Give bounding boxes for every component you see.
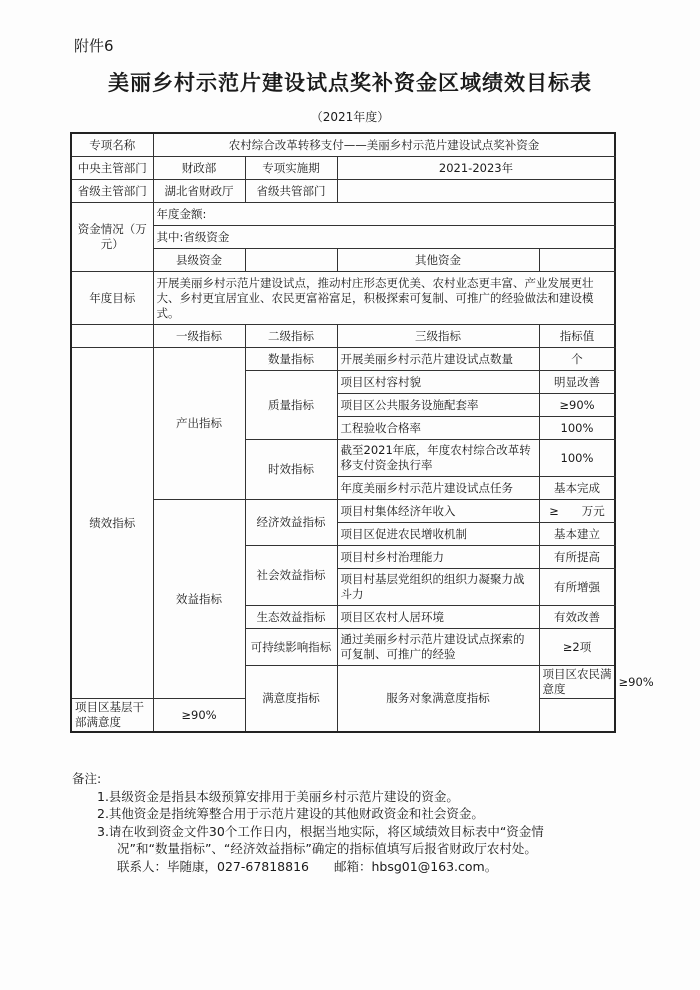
indicator-text: 项目区村容村貌 (337, 371, 539, 394)
project-name-value: 农村综合改革转移支付——美丽乡村示范片建设试点奖补资金 (153, 133, 615, 157)
province-joint-value (337, 180, 615, 203)
indicator-text: 项目区公共服务设施配套率 (337, 394, 539, 417)
header-blank (71, 325, 153, 348)
ecological-indicator-label: 生态效益指标 (245, 606, 337, 629)
sustainable-indicator-label: 可持续影响指标 (245, 629, 337, 666)
county-funds-value (245, 249, 337, 272)
indicator-text: 年度美丽乡村示范片建设试点任务 (337, 477, 539, 500)
service-satisfaction-label: 服务对象满意度指标 (337, 666, 539, 733)
indicator-text: 项目区农村人居环境 (337, 606, 539, 629)
quality-indicator-label: 质量指标 (245, 371, 337, 440)
annual-goal-label: 年度目标 (71, 272, 153, 325)
economic-indicator-label: 经济效益指标 (245, 500, 337, 546)
note-3: 3.请在收到资金文件30个工作日内，根据当地实际，将区域绩效目标表中“资金情 (97, 823, 544, 839)
performance-indicator-label: 绩效指标 (71, 348, 153, 699)
annual-goal-text: 开展美丽乡村示范片建设试点，推动村庄形态更优美、农村业态更丰富、产业发展更壮大、乡村更宜居宜业、农民更富裕富足，积极探索可复制、可推广的经验做法和建设模式。 (153, 272, 615, 325)
header-level3: 三级指标 (337, 325, 539, 348)
funds-label: 资金情况（万元） (71, 203, 153, 272)
notes-heading: 备注: (72, 771, 102, 786)
indicator-value: 有所提高 (539, 546, 615, 569)
indicator-value: 个 (539, 348, 615, 371)
quantity-indicator-label: 数量指标 (245, 348, 337, 371)
timeliness-indicator-label: 时效指标 (245, 440, 337, 500)
central-dept-label: 中央主管部门 (71, 157, 153, 180)
header-value: 指标值 (539, 325, 615, 348)
indicator-text: 截至2021年底，年度农村综合改革转移支付资金执行率 (337, 440, 539, 477)
indicator-value: 明显改善 (539, 371, 615, 394)
provincial-funds: 其中:省级资金 (153, 226, 615, 249)
indicator-value: 基本完成 (539, 477, 615, 500)
province-dept-value: 湖北省财政厅 (153, 180, 245, 203)
annual-amount: 年度金额: (153, 203, 615, 226)
note-3-continued: 况”和“数量指标”、“经济效益指标”确定的指标值填写后报省财政厅农村处。 (117, 841, 537, 856)
central-dept-value: 财政部 (153, 157, 245, 180)
note-1: 1.县级资金是指县本级预算安排用于美丽乡村示范片建设的资金。 (97, 788, 459, 804)
indicator-text: 项目村集体经济年收入 (337, 500, 539, 523)
county-funds-label: 县级资金 (153, 249, 245, 272)
period-value: 2021-2023年 (337, 157, 615, 180)
note-2: 2.其他资金是指统筹整合用于示范片建设的其他财政资金和社会资金。 (97, 806, 484, 821)
indicator-text: 项目区基层干部满意度 (71, 699, 153, 733)
indicator-text: 工程验收合格率 (337, 417, 539, 440)
indicator-text: 通过美丽乡村示范片建设试点探索的可复制、可推广的经验 (337, 629, 539, 666)
indicator-value: ≥90% (539, 394, 615, 417)
performance-table: 专项名称 农村综合改革转移支付——美丽乡村示范片建设试点奖补资金 中央主管部门 财政部 专项实施期 2021-2023年 省级主管部门 湖北省财政厅 省级共管部门 资金情况（万元） 年度金额: 其中:省级资金 县级资金 其他资金 年度目标 开展美丽乡村示范片建设试点，推动村庄形态更优美、农村业态更丰富、产业发展更壮大、乡村更宜居宜业、农民更富裕富足，积极探索可复制、可推广的经验做法和建设模式。 一级指标 二级指标 三级指标 指标值 绩效指标 产出指标 数量指标 开展美丽乡村示范片建设试点数量 个 质量指标 项目区村容村貌 明显改善 项目区公共服务设施配套率 ≥90% 工程验收合格率 100% 时效指标 截至2021年底，年度农村综合改革转移支付资金执行率 100% 年度美丽乡村示范片建设试点任务 基本完成 效益指标 经济效益指标 项目村集体经济年收入 ≥ 万元 项目区促进农民增收机制 基本建立 社会效益指标 项目村乡村治理能力 有所提高 项目村基层党组织的组织力凝聚力战斗力 有所增强 生态效益指标 项目区农村人居环境 有效改善 可持续影响指标 通过美丽乡村示范片建设试点探索的可复制、可推广的经验 ≥2项 满意度指标 服务对象满意度指标 项目区农民满意度 ≥90% 项目区基层干部满意度 ≥90% (70, 132, 616, 733)
period-label: 专项实施期 (245, 157, 337, 180)
project-name-label: 专项名称 (71, 133, 153, 157)
indicator-value: 100% (539, 440, 615, 477)
indicator-value: ≥2项 (539, 629, 615, 666)
indicator-text: 开展美丽乡村示范片建设试点数量 (337, 348, 539, 371)
indicator-text: 项目区农民满意度 (539, 666, 615, 699)
indicator-value: 有所增强 (539, 569, 615, 606)
indicator-value: 100% (539, 417, 615, 440)
notes-section (72, 770, 657, 875)
output-indicator-label: 产出指标 (153, 348, 245, 500)
satisfaction-indicator-label: 满意度指标 (245, 666, 337, 733)
indicator-text: 项目村基层党组织的组织力凝聚力战斗力 (337, 569, 539, 606)
indicator-text: 项目村乡村治理能力 (337, 546, 539, 569)
header-level1: 一级指标 (153, 325, 245, 348)
indicator-value: 有效改善 (539, 606, 615, 629)
indicator-value: ≥90% (153, 699, 245, 733)
province-dept-label: 省级主管部门 (71, 180, 153, 203)
other-funds-label: 其他资金 (337, 249, 539, 272)
social-indicator-label: 社会效益指标 (245, 546, 337, 606)
page-title: 美丽乡村示范片建设试点奖补资金区域绩效目标表 (108, 70, 592, 95)
header-level2: 二级指标 (245, 325, 337, 348)
attachment-label: 附件6 (74, 37, 114, 55)
contact-info: 联系人：毕随康，027-67818816 邮箱：hbsg01@163.com。 (117, 858, 498, 874)
benefit-indicator-label: 效益指标 (153, 500, 245, 699)
indicator-value: ≥ 万元 (539, 500, 615, 523)
indicator-text: 项目区促进农民增收机制 (337, 523, 539, 546)
other-funds-value (539, 249, 615, 272)
indicator-value: 基本建立 (539, 523, 615, 546)
year-label: （2021年度） (310, 110, 390, 124)
province-joint-label: 省级共管部门 (245, 180, 337, 203)
